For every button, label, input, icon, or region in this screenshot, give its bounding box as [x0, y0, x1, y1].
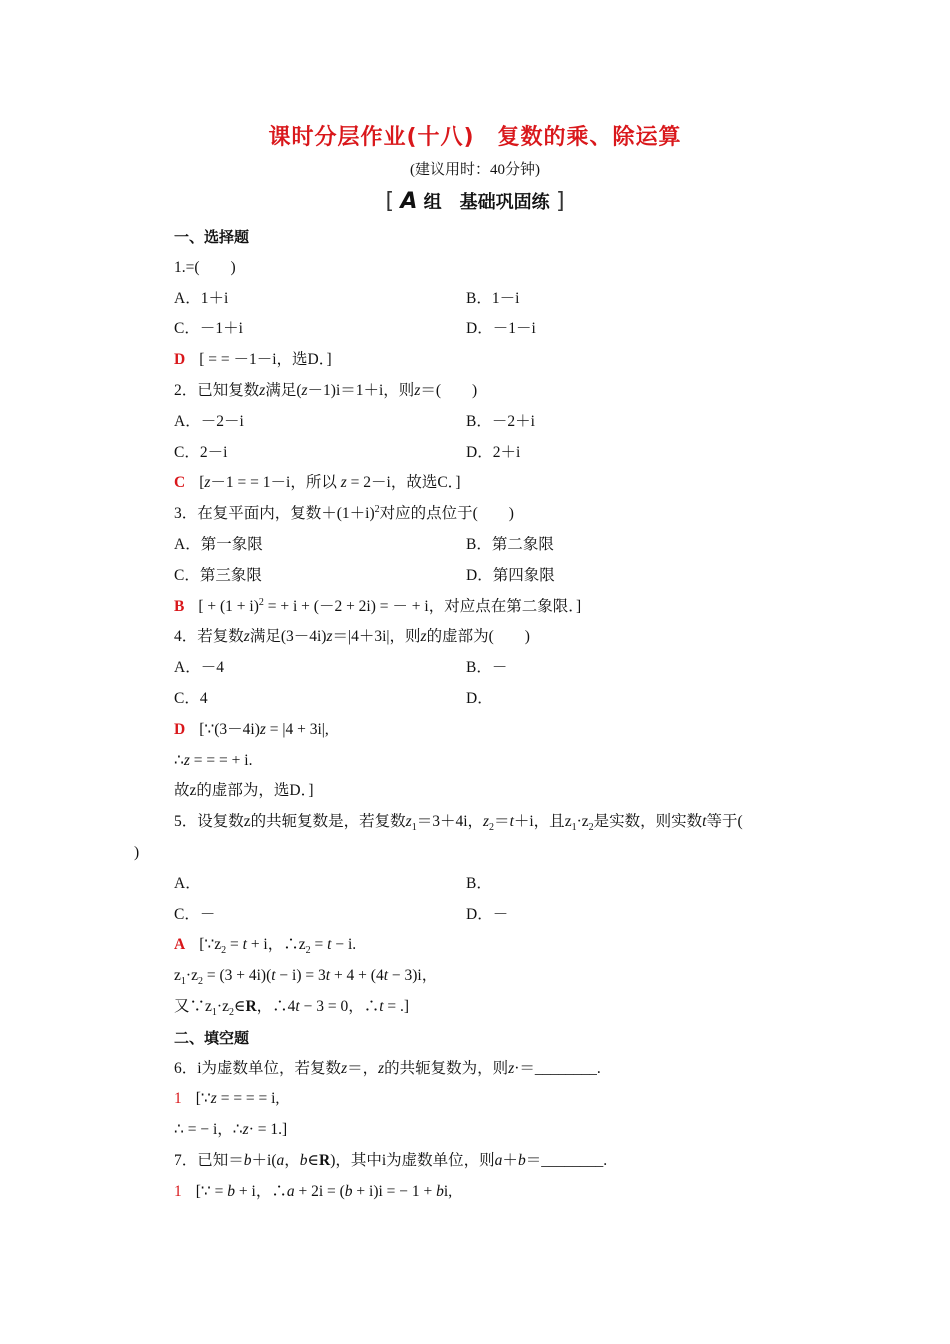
q5-stem-text: ＝	[494, 813, 510, 831]
var-t: t	[383, 967, 389, 985]
q5-solution-3	[174, 992, 824, 1023]
group-bracket-close: ]	[555, 189, 565, 214]
dot-operator: ·	[576, 813, 582, 831]
q7-stem-text: ＝________.	[525, 1151, 608, 1169]
var-z: z	[183, 751, 190, 769]
subscript-1: 1	[180, 976, 186, 988]
q5-solution-text: − i.	[331, 936, 357, 954]
var-b: b	[344, 1182, 353, 1200]
var-z: z	[326, 628, 333, 646]
q4-options-ab	[174, 653, 824, 684]
var-z1: z	[405, 813, 412, 831]
subscript-2: 2	[588, 822, 594, 834]
q3-solution-text: [ + (1 + i)	[198, 597, 259, 615]
q1-solution	[174, 345, 824, 376]
q5-stem-text: ＋i，且	[513, 813, 565, 831]
real-set-symbol: R	[245, 997, 257, 1015]
q5-solution-text: =	[314, 936, 328, 954]
q5-solution-text: + 4 + (4	[330, 967, 384, 985]
section-fill: 二、填空题	[174, 1028, 250, 1047]
var-z1: z	[174, 967, 181, 985]
q6-solution-1	[174, 1084, 824, 1115]
var-b: b	[243, 1151, 252, 1169]
var-z: z	[341, 1059, 348, 1077]
q5-solution-text: =	[230, 936, 243, 954]
q1-stem: 1.=( )	[174, 258, 236, 276]
q2-stem-text: －1)i＝1＋i，则	[307, 381, 415, 399]
subscript-1: 1	[571, 822, 577, 834]
var-b: b	[299, 1151, 308, 1169]
var-z2: z	[191, 967, 198, 985]
q2-option-a: A．－2－i	[174, 412, 244, 430]
q4-options-cd	[174, 684, 824, 715]
dot-operator: ·	[185, 967, 192, 985]
var-z: z	[243, 628, 250, 646]
group-bracket-open: [	[385, 189, 395, 214]
subscript-2: 2	[228, 1007, 234, 1019]
var-z1: z	[205, 997, 212, 1015]
q6-stem-text: 6．i为虚数单位，若复数	[174, 1059, 342, 1077]
var-z: z	[242, 1121, 249, 1139]
q5-option-d: D．－	[466, 905, 509, 923]
q3-option-b: B．第二象限	[466, 535, 554, 553]
q4-solution-text: = |4 + 3i|,	[269, 720, 329, 738]
q3-option-d: D．第四象限	[466, 566, 555, 584]
q2-option-c: C．2－i	[174, 443, 228, 461]
q5-solution-text: = (3 + 4i)(	[206, 967, 272, 985]
q4-solution-text: [∵(3－4i)	[199, 720, 260, 738]
q1-solution-text: [ = = －1－i，选D．]	[199, 351, 332, 369]
q2-option-b: B．－2＋i	[466, 412, 535, 430]
var-z: z	[301, 381, 308, 399]
q2-solution	[174, 468, 824, 499]
var-a: a	[276, 1151, 285, 1169]
q6-solution-text: = = = = i,	[220, 1090, 280, 1108]
q1-answer: D	[174, 351, 186, 369]
q7-answer: 1	[174, 1182, 182, 1200]
q3-options-cd	[174, 561, 824, 592]
q4-option-c: C．4	[174, 689, 208, 707]
q7-stem-text: ＋i(	[251, 1151, 277, 1169]
var-b: b	[436, 1182, 444, 1200]
q4-option-b: B．－	[466, 659, 508, 677]
q4-stem-text: 满足(3－4i)	[249, 628, 327, 646]
q4-solution-1	[174, 715, 824, 746]
q5-solution-text: + i，∴	[246, 936, 299, 954]
q5-solution-text: − 3)i，	[388, 967, 438, 985]
q6-solution-text: = 1.]	[257, 1121, 288, 1139]
q1-option-a: A．1＋i	[174, 289, 229, 307]
q5-options-cd	[174, 900, 824, 931]
var-z: z	[210, 1090, 217, 1108]
q6-answer: 1	[174, 1090, 182, 1108]
subscript-1: 1	[411, 822, 417, 834]
q4-stem-text: ＝|4＋3i|，则	[332, 628, 421, 646]
var-z: z	[259, 720, 266, 738]
var-t: t	[271, 967, 276, 985]
var-t: t	[702, 813, 707, 831]
q6-stem-text: ＝________.	[519, 1059, 601, 1077]
q2-solution-text: －1 = = 1－i，所以	[210, 474, 337, 492]
q5-answer: A	[174, 936, 186, 954]
q6-stem	[174, 1054, 824, 1085]
q2-solution-text: [	[199, 474, 205, 492]
q5-stem	[174, 807, 824, 838]
subscript-2: 2	[305, 945, 311, 957]
q2-stem	[174, 376, 824, 407]
q6-stem-text: 的共轭复数为，则	[384, 1059, 509, 1077]
subscript-2: 2	[221, 945, 227, 957]
q4-solution-2	[174, 746, 824, 777]
q5-solution-text: − i) = 3	[275, 967, 326, 985]
q2-answer: C	[174, 474, 186, 492]
dot-operator: ·	[514, 1059, 520, 1077]
var-t: t	[325, 967, 331, 985]
var-z2: z	[222, 997, 229, 1015]
var-z2: z	[581, 813, 589, 831]
var-z: z	[340, 474, 347, 492]
q5-solution-text: − 3 = 0，∴	[299, 997, 380, 1015]
q1-option-c: C．－1＋i	[174, 320, 243, 338]
q5-option-c: C．－	[174, 905, 216, 923]
q1-options-ab	[174, 284, 824, 315]
q7-solution-text: + i，∴	[235, 1182, 287, 1200]
q4-option-a: A．－4	[174, 659, 224, 677]
q5-option-b: B．	[466, 874, 492, 892]
q3-stem-text: 对应的点位于( )	[379, 505, 514, 523]
q4-stem	[174, 622, 824, 653]
q7-solution-text: + i)i = − 1 +	[352, 1182, 437, 1200]
q7-solution-text: [∵ =	[195, 1182, 228, 1200]
var-z: z	[508, 1059, 515, 1077]
var-z: z	[204, 474, 211, 492]
q7-stem	[174, 1146, 824, 1177]
q2-stem-text: ＝( )	[420, 381, 478, 399]
q2-stem-text: 2．已知复数	[174, 381, 260, 399]
q5-solution-text: [∵	[199, 936, 215, 954]
q3-options-ab	[174, 530, 824, 561]
q4-option-d: D．	[466, 689, 493, 707]
q3-option-c: C．第三象限	[174, 566, 262, 584]
q5-solution-1	[174, 930, 824, 961]
page-title: 课时分层作业(十八) 复数的乘、除运算	[268, 125, 682, 150]
q3-solution-text: = + i + (－2 + 2i) = － + i，对应点在第二象限．]	[263, 597, 582, 615]
q7-stem-text: ＋	[502, 1151, 518, 1169]
q7-stem-text: 7．已知＝	[174, 1151, 244, 1169]
q6-solution-text: ∴ = − i，∴	[174, 1121, 243, 1139]
q7-solution-text: i,	[443, 1182, 453, 1200]
q5-stem-text: 5．设复数z的共轭复数是，若复数	[174, 813, 406, 831]
q7-solution-text: + 2i = (	[294, 1182, 345, 1200]
q4-stem-text: 4．若复数	[174, 628, 244, 646]
subscript-2: 2	[489, 822, 495, 834]
q4-answer: D	[174, 720, 186, 738]
q7-stem-text: ∈	[307, 1151, 319, 1169]
var-b: b	[517, 1151, 526, 1169]
q5-stem-text: 是实数，则实数	[593, 813, 703, 831]
q3-solution	[174, 592, 824, 623]
q5-solution-text: ，∴4	[256, 997, 296, 1015]
var-b: b	[227, 1182, 236, 1200]
subscript-1: 1	[211, 1007, 217, 1019]
var-z: z	[259, 381, 266, 399]
var-z: z	[414, 381, 421, 399]
var-a: a	[494, 1151, 503, 1169]
q3-exponent: 2	[374, 504, 380, 516]
q5-stem-text: 等于(	[706, 813, 743, 831]
group-heading	[0, 188, 950, 214]
var-z2: z	[214, 936, 222, 954]
q4-solution-3: 故z的虚部为，选D．]	[174, 782, 314, 800]
q6-solution-text: [∵	[195, 1090, 211, 1108]
var-t: t	[242, 936, 247, 954]
var-t: t	[379, 997, 384, 1015]
q1-options-cd	[174, 314, 824, 345]
q5-stem-text: ＝3＋4i，	[416, 813, 483, 831]
group-label: 组 基础巩固练	[423, 192, 550, 213]
var-z2: z	[298, 936, 306, 954]
q4-solution-text: = = = + i.	[193, 751, 253, 769]
q4-stem-text: 的虚部为( )	[426, 628, 530, 646]
var-a: a	[286, 1182, 295, 1200]
var-t: t	[295, 997, 300, 1015]
q3-stem-text: 3．在复平面内，复数＋(1＋i)	[174, 505, 375, 523]
q5-stem-continued: )	[134, 843, 140, 861]
q2-option-d: D．2＋i	[466, 443, 521, 461]
q5-option-a: A．	[174, 874, 201, 892]
q6-stem-text: ＝，	[347, 1059, 379, 1077]
dot-operator: ·	[216, 997, 223, 1015]
q2-solution-text: = 2－i，故选C．]	[350, 474, 461, 492]
q3-answer: B	[174, 597, 185, 615]
var-z: z	[420, 628, 427, 646]
suggested-time: (建议用时：40分钟)	[410, 162, 540, 178]
subscript-2: 2	[197, 976, 203, 988]
var-t: t	[509, 813, 514, 831]
q3-solution-exponent: 2	[258, 596, 264, 608]
q7-stem-text: )，其中i为虚数单位，则	[330, 1151, 495, 1169]
group-letter: A	[400, 189, 418, 214]
q4-solution-text: ∴	[174, 751, 184, 769]
q3-option-a: A．第一象限	[174, 535, 263, 553]
real-set-symbol: R	[318, 1151, 331, 1169]
q5-solution-2	[174, 961, 824, 992]
var-z: z	[378, 1059, 385, 1077]
q5-solution-text: = .]	[383, 997, 410, 1015]
q2-options-cd	[174, 438, 824, 469]
q5-options-ab	[174, 869, 824, 900]
q3-stem	[174, 499, 824, 530]
q7-stem-text: ，	[284, 1151, 300, 1169]
exercise-content	[134, 222, 824, 1208]
var-t: t	[327, 936, 332, 954]
q1-option-b: B．1－i	[466, 289, 520, 307]
var-z2: z	[483, 813, 490, 831]
section-choice: 一、选择题	[174, 228, 250, 246]
var-z1: z	[564, 813, 572, 831]
q1-option-d: D．－1－i	[466, 320, 536, 338]
q2-options-ab	[174, 407, 824, 438]
q6-solution-2	[174, 1115, 824, 1146]
q7-solution-1	[174, 1177, 824, 1208]
q5-solution-text: 又∵	[174, 997, 206, 1015]
dot-operator: ·	[248, 1121, 254, 1139]
q5-solution-text: ∈	[233, 997, 246, 1015]
q2-stem-text: 满足(	[265, 381, 302, 399]
